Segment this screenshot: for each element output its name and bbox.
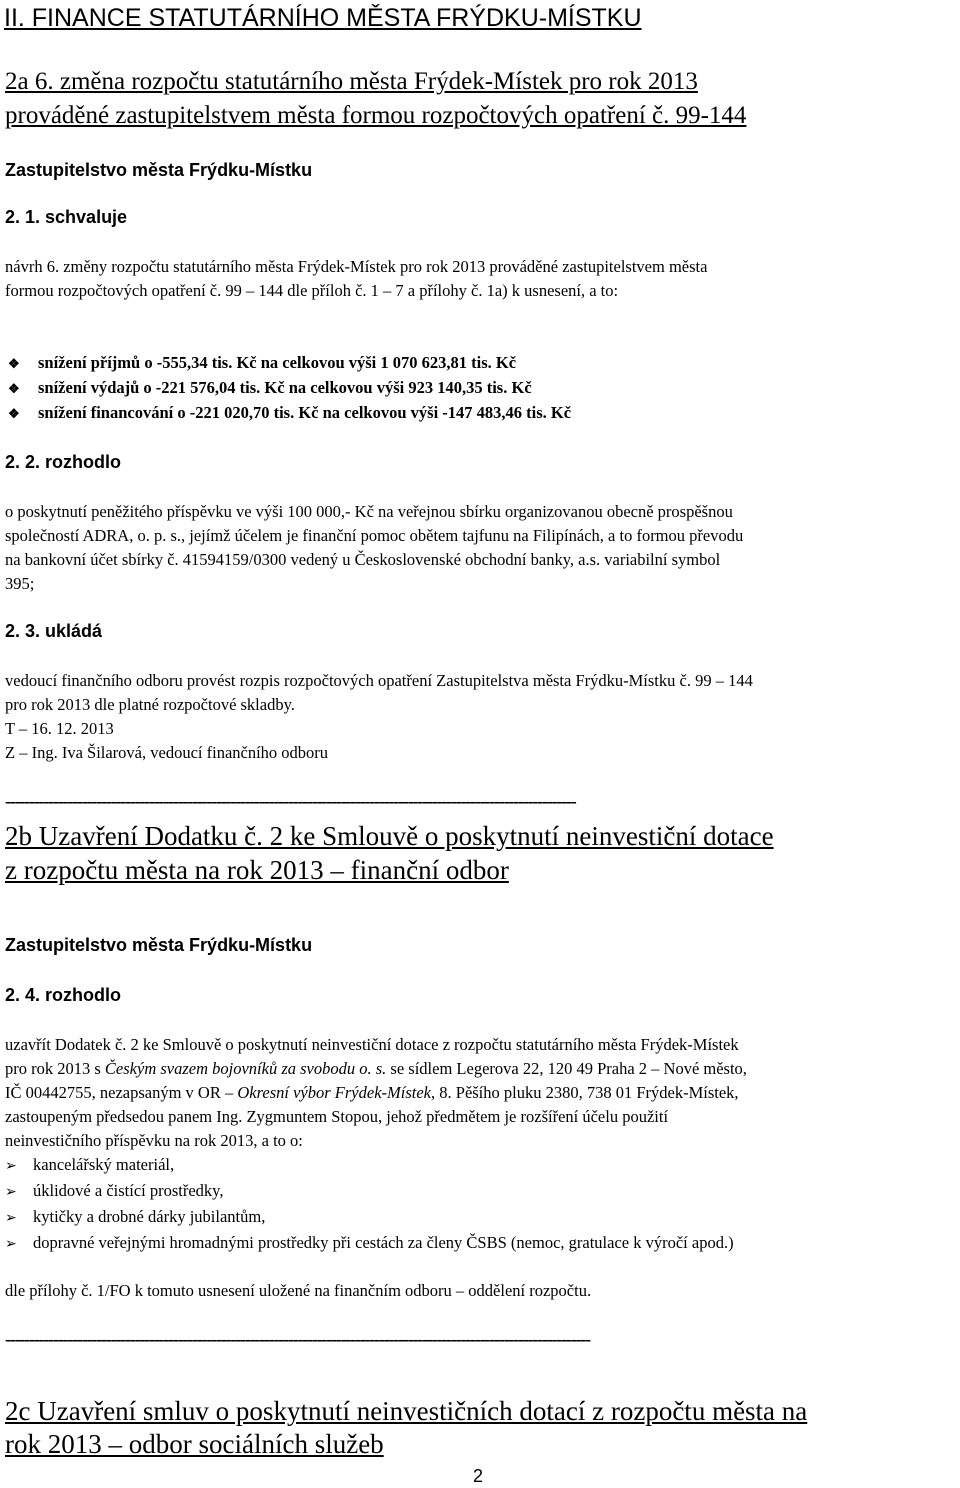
list-item-text: dopravné veřejnými hromadnými prostředky při cestách za členy ČSBS (nemoc, gratulace k výročí apod.) [33, 1233, 734, 1252]
item-2-4-text-line4: zastoupeným předsedou panem Ing. Zygmuntem Stopou, jehož předmětem je rozšíření účelu použití [5, 1107, 669, 1126]
item-2-3-responsible: Z – Ing. Iva Šilarová, vedoucí finančního odboru [5, 743, 329, 762]
section-2c-title-line2: rok 2013 – odbor sociálních služeb [5, 1429, 384, 1459]
item-2-4-text-line3-a: IČ 00442755, nezapsaným v OR – [5, 1083, 238, 1102]
diamond-bullet-icon: ❖ [8, 381, 20, 396]
item-2-1-label: 2. 1. schvaluje [5, 207, 128, 227]
section-2b-body: Zastupitelstvo města Frýdku-Místku [5, 935, 313, 955]
separator-1: ----------------------------------------------------------------------------------------------------------------------- [5, 791, 576, 811]
item-2-3-label: 2. 3. ukládá [5, 621, 103, 641]
arrow-bullet-icon: ➢ [5, 1237, 17, 1252]
list-item [5, 1153, 174, 1178]
item-2-4-text-line2-b: se sídlem Legerova 22, 120 49 Praha 2 – Nové město, [386, 1059, 747, 1078]
bullet-income-text: snížení příjmů o -555,34 tis. Kč na celkovou výši 1 070 623,81 tis. Kč [38, 353, 517, 372]
page-title: II. FINANCE STATUTÁRNÍHO MĚSTA FRÝDKU-MÍSTKU [4, 4, 642, 32]
list-item [5, 1205, 265, 1230]
item-2-4-text-line1: uzavřít Dodatek č. 2 ke Smlouvě o poskytnutí neinvestiční dotace z rozpočtu statutárního města Frýdek-Místek [5, 1035, 739, 1054]
bullet-expenses-text: snížení výdajů o -221 576,04 tis. Kč na celkovou výši 923 140,35 tis. Kč [38, 378, 532, 397]
item-2-4-label: 2. 4. rozhodlo [5, 985, 122, 1005]
item-2-1-text-line2: formou rozpočtových opatření č. 99 – 144 dle příloh č. 1 – 7 a přílohy č. 1a) k usnesení, a to: [5, 281, 619, 300]
item-2-4-text-line3 [5, 1081, 739, 1104]
section-2b-title-line2: z rozpočtu města na rok 2013 – finanční odbor [5, 855, 509, 885]
diamond-bullet-icon: ❖ [8, 356, 20, 371]
section-2b-title-line1: 2b Uzavření Dodatku č. 2 ke Smlouvě o poskytnutí neinvestiční dotace [5, 821, 774, 851]
item-2-2-text-line3: na bankovní účet sbírky č. 41594159/0300 vedený u Československé obchodní banky, a.s. variabilní symbol [5, 550, 721, 569]
item-2-4-text-line3-b: , 8. Pěšího pluku 2380, 738 01 Frýdek-Místek, [431, 1083, 739, 1102]
section-2c-title-line1: 2c Uzavření smluv o poskytnutí neinvestičních dotací z rozpočtu města na [5, 1396, 808, 1426]
item-2-1-text-line1: návrh 6. změny rozpočtu statutárního města Frýdek-Místek pro rok 2013 prováděné zastupitelstvem města [5, 257, 708, 276]
arrow-bullet-icon: ➢ [5, 1185, 17, 1200]
item-2-4-closing: dle přílohy č. 1/FO k tomuto usnesení uložené na finančním odboru – oddělení rozpočtu. [5, 1281, 592, 1300]
bullet-expenses [8, 378, 532, 398]
item-2-4-text-line2 [5, 1057, 747, 1080]
arrow-bullet-icon: ➢ [5, 1159, 17, 1174]
page-number: 2 [473, 1466, 484, 1486]
item-2-4-text-line2-a: pro rok 2013 s [5, 1059, 105, 1078]
list-item [5, 1179, 223, 1204]
item-2-4-text-line5: neinvestičního příspěvku na rok 2013, a to o: [5, 1131, 303, 1150]
item-2-3-text-line1: vedoucí finančního odboru provést rozpis rozpočtových opatření Zastupitelstva města Frýdku-Místku č. 99 – 144 [5, 671, 753, 690]
section-2a-title-line2: prováděné zastupitelstvem města formou rozpočtových opatření č. 99-144 [5, 102, 747, 129]
list-item [5, 1231, 734, 1256]
item-2-2-text-line4: 395; [5, 574, 35, 593]
item-2-2-text-line1: o poskytnutí peněžitého příspěvku ve výši 100 000,- Kč na veřejnou sbírku organizovanou obecně prospěšnou [5, 502, 733, 521]
association-name: Českým svazem bojovníků za svobodu o. s. [104, 1059, 387, 1078]
list-item-text: kytičky a drobné dárky jubilantům, [33, 1207, 266, 1226]
section-2a-body: Zastupitelstvo města Frýdku-Místku [5, 160, 313, 180]
bullet-income [8, 353, 516, 373]
separator-2: -------------------------------------------------------------------------------------------------------------------------- [5, 1329, 590, 1349]
bullet-financing-text: snížení financování o -221 020,70 tis. Kč na celkovou výši -147 483,46 tis. Kč [38, 403, 572, 422]
section-2a-title-line1: 2a 6. změna rozpočtu statutárního města Frýdek-Místek pro rok 2013 [5, 68, 698, 95]
list-item-text: kancelářský materiál, [33, 1155, 175, 1174]
arrow-bullet-icon: ➢ [5, 1211, 17, 1226]
list-item-text: úklidové a čistící prostředky, [33, 1181, 224, 1200]
item-2-3-deadline: T – 16. 12. 2013 [5, 719, 114, 738]
item-2-2-label: 2. 2. rozhodlo [5, 452, 122, 472]
item-2-2-text-line2: společností ADRA, o. p. s., jejímž účelem je finanční pomoc obětem tajfunu na Filipínách, a to formou převodu [5, 526, 744, 545]
district-committee-name: Okresní výbor Frýdek-Místek [237, 1083, 432, 1102]
diamond-bullet-icon: ❖ [8, 406, 20, 421]
item-2-3-text-line2: pro rok 2013 dle platné rozpočtové skladby. [5, 695, 295, 714]
bullet-financing [8, 403, 571, 423]
